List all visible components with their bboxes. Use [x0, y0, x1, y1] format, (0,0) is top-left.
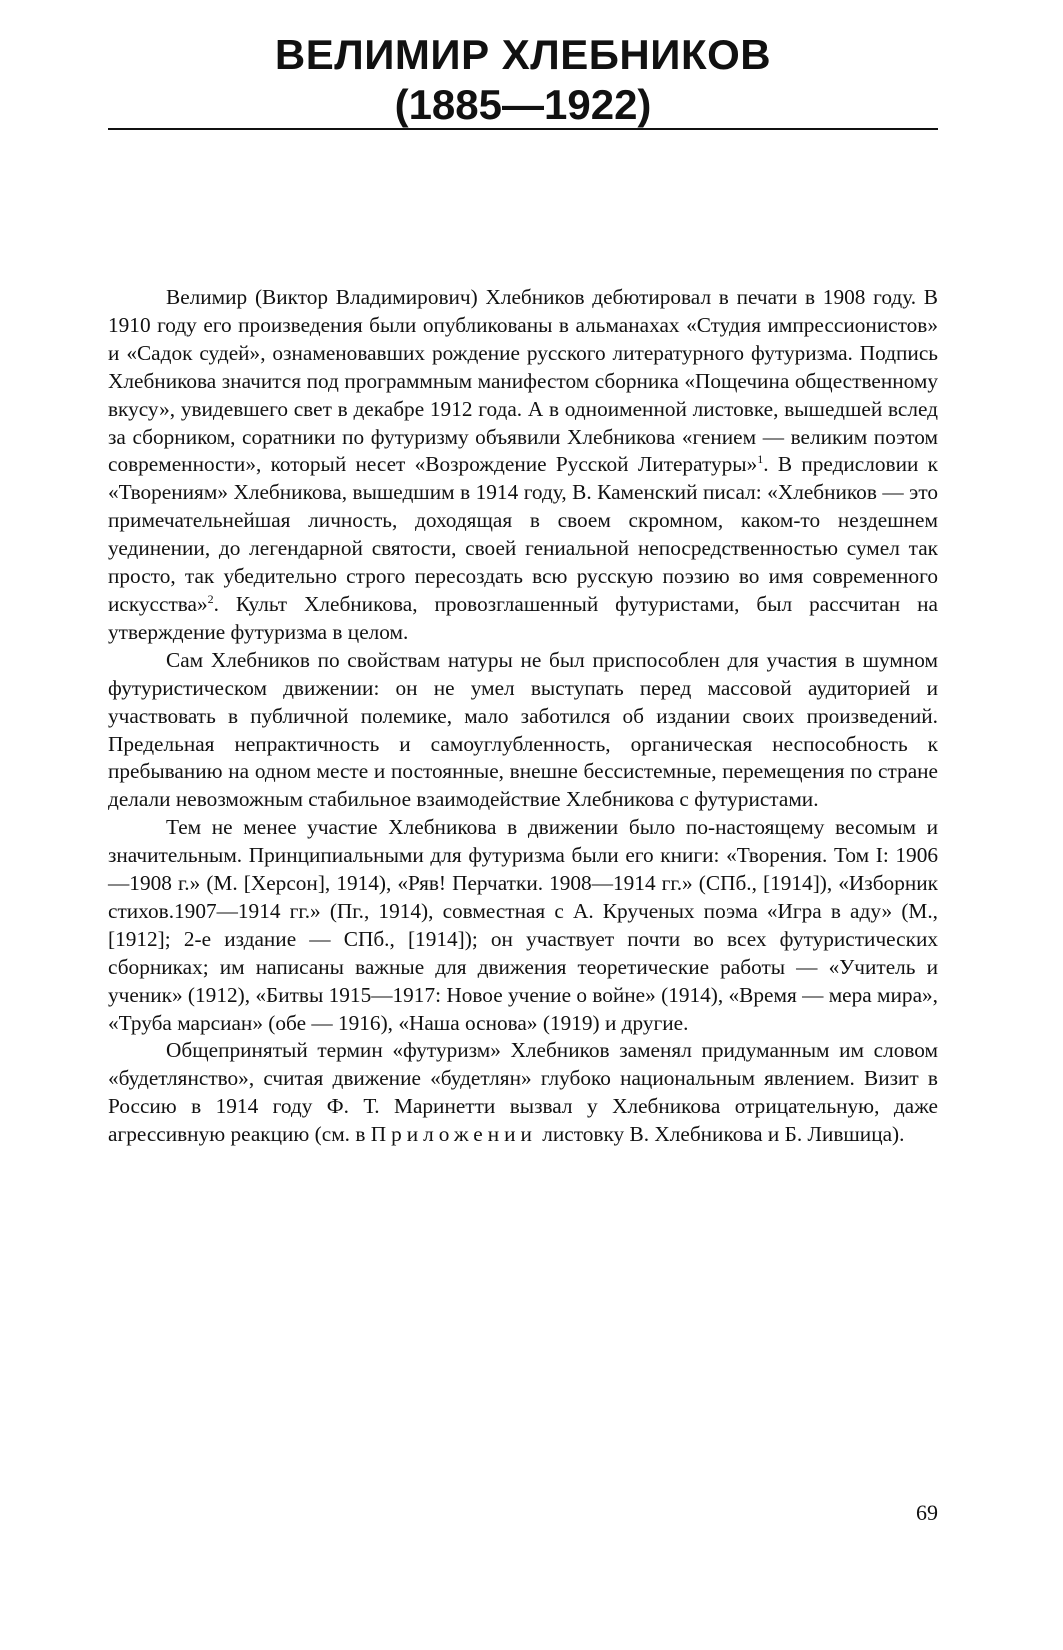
chapter-header — [108, 30, 938, 130]
paragraph-1-part-b: . В предисловии к «Творениям» Хлебникова, вышедшим в 1914 году, В. Каменский писал: «Хлебников — это примечательнейшая личность, доходящая в своем скромном, каком-то нездешнем уединении, до легендарной святости, своей гениальной непосредственностью сумел так просто, так убедительно строго пересоздать всю русскую поэзию во имя современного искусства» — [108, 452, 938, 616]
paragraph-1 — [108, 284, 938, 647]
footnote-ref-2[interactable]: 2 — [207, 591, 214, 606]
chapter-title: ВЕЛИМИР ХЛЕБНИКОВ — [274, 31, 772, 78]
paragraph-2: Сам Хлебников по свойствам натуры не был приспособлен для участия в шумном футуристическом движении: он не умел выступать перед массовой аудиторией и участвовать в публичной полемике, мало заботился об издании своих произведений. Предельная непрактичность и самоуглубленность, органическая неспособность к пребыванию на одном месте и постоянные, внешне бессистемные, перемещения по стране делали невозможным стабильное взаимодействие Хлебникова с футуристами. — [108, 647, 938, 812]
chapter-dates: (1885—1922) — [394, 81, 652, 128]
paragraph-3: Тем не менее участие Хлебникова в движении было по-настоящему весомым и значительным. Принципиальными для футуризма были его книги: «Творения. Том I: 1906—1908 г.» (М. [Херсон], 1914), «Ряв! Перчатки. 1908—1914 гг.» (СПб., [1914]), «Изборник стихов.1907—1914 гг.» (Пг., 1914), совместная с А. Крученых поэма «Игра в аду» (М., [1912]; 2-е издание — СПб., [1914]); он участвует почти во всех футуристических сборниках; им написаны важные для движения теоретические работы — «Учитель и ученик» (1912), «Битвы 1915—1917: Новое учение о войне» (1914), «Время — мера мира», «Труба марсиан» (обе — 1916), «Наша основа» (1919) и другие. — [108, 815, 939, 1035]
paragraph-4-part-a: Общепринятый термин «футуризм» Хлебников заменял придуманным им словом «будетлянство», считая движение «будетлян» глубоко национальным явлением. Визит в Россию в 1914 году Ф. Т. Маринетти вызвал у Хлебникова отрицательную, даже агрессивную реакцию (см. в — [108, 1038, 938, 1147]
paragraph-4 — [108, 1037, 938, 1149]
paragraph-1-part-c: . Культ Хлебникова, провозглашенный футуристами, был рассчитан на утверждение футуризма в целом. — [108, 591, 938, 644]
paragraph-4-part-b: листовку В. Хлебникова и Б. Лившица). — [536, 1122, 905, 1147]
appendix-reference: Приложении — [370, 1122, 537, 1147]
footnote-ref-1[interactable]: 1 — [757, 452, 764, 467]
header-rule — [108, 128, 938, 130]
page-number: 69 — [916, 1500, 938, 1525]
body-text — [108, 284, 938, 1149]
paragraph-1-part-a: Велимир (Виктор Владимирович) Хлебников дебютировал в печати в 1908 году. В 1910 году его произведения были опубликованы в альманахах «Студия импрессионистов» и «Садок судей», ознаменовавших рождение русского литературного футуризма. Подпись Хлебникова значится под программным манифестом сборника «Пощечина общественному вкусу», увидевшего свет в декабре 1912 года. А в одноименной листовке, вышедшей вслед за сборником, соратники по футуризму объявили Хлебникова «гением — великим поэтом современности», который несет «Возрождение Русской Литературы» — [108, 285, 938, 477]
